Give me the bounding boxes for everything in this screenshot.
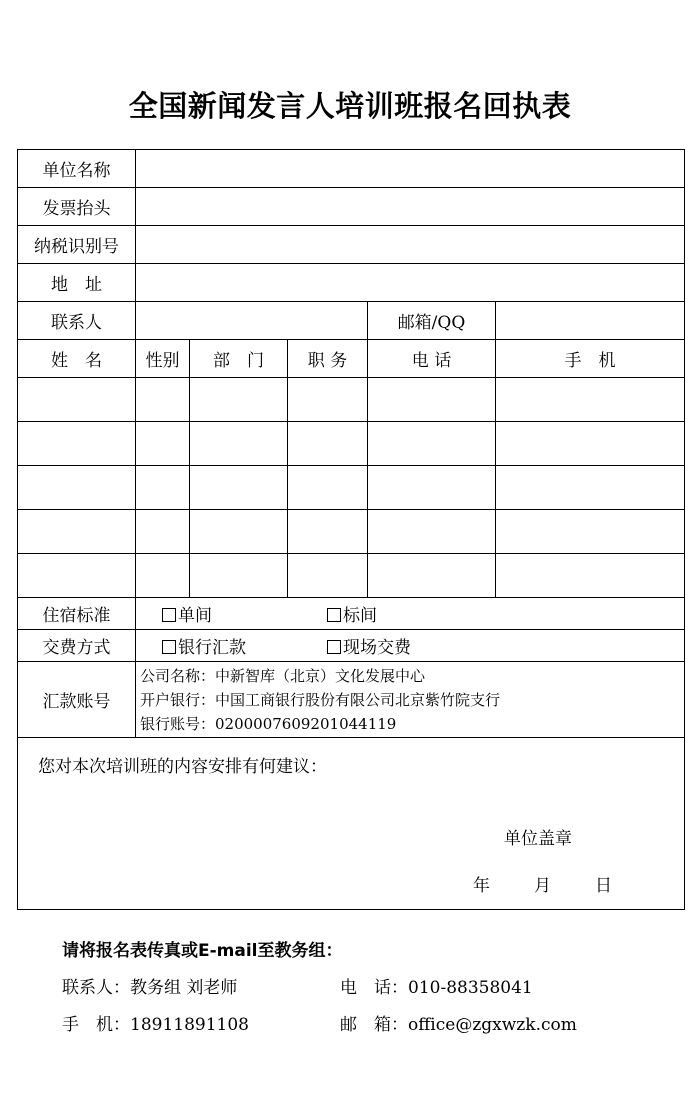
participant-position-cell[interactable] (288, 554, 368, 598)
participant-gender-cell[interactable] (136, 378, 190, 422)
participants-header-row (18, 340, 685, 378)
participant-row (18, 466, 685, 510)
row-bank-account (18, 662, 685, 738)
email-field[interactable] (496, 302, 685, 340)
standard-room-checkbox[interactable] (327, 608, 341, 622)
participant-department-cell[interactable] (190, 510, 288, 554)
participant-gender-cell[interactable] (136, 422, 190, 466)
bank-transfer-label: 银行汇款 (178, 638, 246, 658)
participant-name-cell[interactable] (18, 466, 136, 510)
email-label: 邮箱/QQ (368, 302, 496, 340)
unit-name-label: 单位名称 (18, 150, 136, 188)
footer-contact: 联系人：教务组 刘老师 (62, 978, 238, 998)
row-accommodation (18, 598, 685, 630)
onsite-payment-label: 现场交费 (343, 638, 411, 658)
bank-transfer-option[interactable] (162, 633, 327, 658)
participant-phone-cell[interactable] (368, 378, 496, 422)
participant-name-cell[interactable] (18, 422, 136, 466)
invoice-header-field[interactable] (136, 188, 685, 226)
participant-department-cell[interactable] (190, 466, 288, 510)
participant-position-cell[interactable] (288, 466, 368, 510)
suggestion-area[interactable] (18, 738, 685, 910)
bank-company-name: 公司名称：中新智库（北京）文化发展中心 (140, 666, 426, 685)
payment-label: 交费方式 (18, 630, 136, 662)
participant-phone-cell[interactable] (368, 466, 496, 510)
participant-department-cell[interactable] (190, 378, 288, 422)
row-invoice-header (18, 188, 685, 226)
year-label: 年 (473, 876, 490, 896)
accommodation-options (136, 598, 685, 630)
participant-gender-cell[interactable] (136, 510, 190, 554)
participant-name-cell[interactable] (18, 554, 136, 598)
standard-room-option[interactable] (327, 601, 377, 626)
bank-transfer-checkbox[interactable] (162, 640, 176, 654)
suggestion-prompt: 您对本次培训班的内容安排有何建议： (38, 757, 327, 777)
participant-row (18, 554, 685, 598)
participant-mobile-cell[interactable] (496, 554, 685, 598)
participant-row (18, 510, 685, 554)
col-header-phone: 电 话 (368, 340, 496, 378)
col-header-department: 部 门 (190, 340, 288, 378)
row-tax-id (18, 226, 685, 264)
date-line (473, 871, 612, 896)
single-room-label: 单间 (178, 606, 212, 626)
participant-department-cell[interactable] (190, 554, 288, 598)
address-label: 地 址 (18, 264, 136, 302)
bank-account-number: 银行账号：0200007609201044119 (140, 714, 397, 733)
row-contact (18, 302, 685, 340)
month-label: 月 (534, 876, 551, 896)
col-header-gender: 性别 (136, 340, 190, 378)
unit-seal-label: 单位盖章 (504, 829, 572, 849)
row-suggestion (18, 738, 685, 910)
col-header-name: 姓 名 (18, 340, 136, 378)
unit-name-field[interactable] (136, 150, 685, 188)
footer-mobile: 手 机：18911891108 (62, 1015, 249, 1035)
onsite-payment-option[interactable] (327, 633, 411, 658)
address-field[interactable] (136, 264, 685, 302)
participant-mobile-cell[interactable] (496, 422, 685, 466)
footer-email[interactable]: 邮 箱：office@zgxwzk.com (340, 1015, 577, 1035)
invoice-header-label: 发票抬头 (18, 188, 136, 226)
participant-department-cell[interactable] (190, 422, 288, 466)
standard-room-label: 标间 (343, 606, 377, 626)
participant-row (18, 378, 685, 422)
tax-id-field[interactable] (136, 226, 685, 264)
row-payment (18, 630, 685, 662)
tax-id-label: 纳税识别号 (18, 226, 136, 264)
participant-mobile-cell[interactable] (496, 510, 685, 554)
footer-instruction: 请将报名表传真或E-mail至教务组： (62, 941, 343, 961)
row-address (18, 264, 685, 302)
participant-name-cell[interactable] (18, 378, 136, 422)
page-title: 全国新闻发言人培训班报名回执表 (128, 89, 572, 123)
row-unit-name (18, 150, 685, 188)
col-header-position: 职 务 (288, 340, 368, 378)
participant-phone-cell[interactable] (368, 510, 496, 554)
participant-mobile-cell[interactable] (496, 466, 685, 510)
participant-position-cell[interactable] (288, 422, 368, 466)
participant-phone-cell[interactable] (368, 554, 496, 598)
single-room-option[interactable] (162, 601, 327, 626)
participant-position-cell[interactable] (288, 510, 368, 554)
participant-phone-cell[interactable] (368, 422, 496, 466)
onsite-payment-checkbox[interactable] (327, 640, 341, 654)
participant-gender-cell[interactable] (136, 554, 190, 598)
contact-label: 联系人 (18, 302, 136, 340)
participant-name-cell[interactable] (18, 510, 136, 554)
participant-row (18, 422, 685, 466)
bank-details (136, 662, 685, 738)
accommodation-label: 住宿标准 (18, 598, 136, 630)
participant-position-cell[interactable] (288, 378, 368, 422)
participant-mobile-cell[interactable] (496, 378, 685, 422)
day-label: 日 (595, 876, 612, 896)
bank-name: 开户银行：中国工商银行股份有限公司北京紫竹院支行 (140, 690, 501, 709)
registration-form (17, 149, 685, 910)
contact-field[interactable] (136, 302, 368, 340)
participant-gender-cell[interactable] (136, 466, 190, 510)
bank-account-label: 汇款账号 (18, 662, 136, 738)
single-room-checkbox[interactable] (162, 608, 176, 622)
col-header-mobile: 手 机 (496, 340, 685, 378)
footer-phone: 电 话：010-88358041 (340, 978, 533, 998)
payment-options (136, 630, 685, 662)
